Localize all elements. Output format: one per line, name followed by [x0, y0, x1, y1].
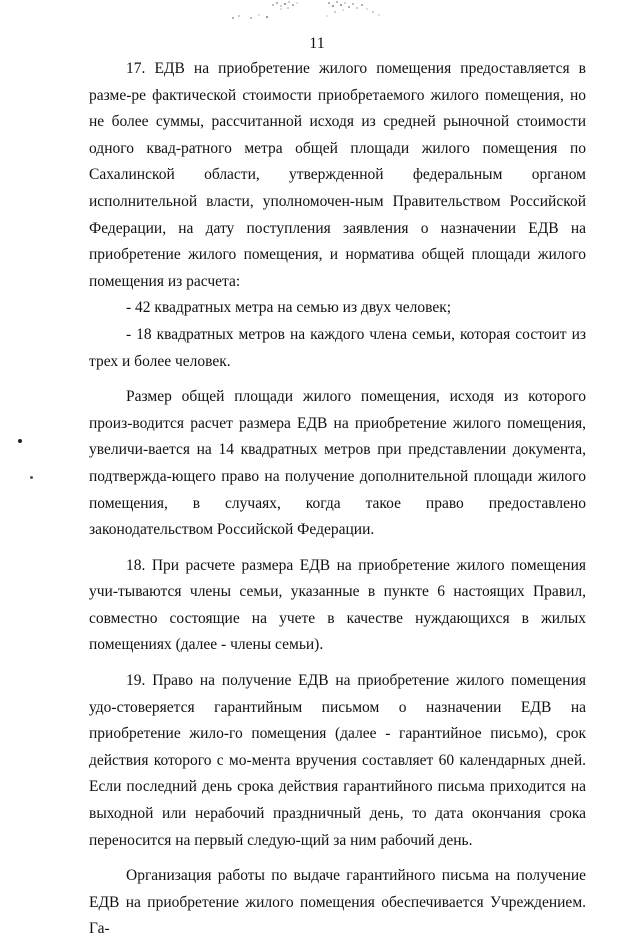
paragraph-18: 18. При расчете размера ЕДВ на приобретение жилого помещения учи-тываются члены семьи, указанные в пункте 6 настоящих Правил, совместно состоящие на учете в качестве нуждающихся в жилых помещениях (далее - члены семьи).: [89, 556, 586, 654]
margin-dot: [18, 439, 22, 443]
scan-artifact: [225, 0, 395, 22]
list-item-two-persons: - 42 квадратных метра на семью из двух человек;: [126, 299, 452, 317]
margin-dot: [30, 476, 33, 479]
paragraph-additional-area: Размер общей площади жилого помещения, исходя из которого произ-водится расчет размера ЕДВ на приобретение жилого помещения, увеличи-вается на 14 квадратных метров при представлении документа, подтвержда-ющего право на получение дополнительной площади жилого помещения, в случаях, когда такое право предоставлено законодательством Российской Федерации.: [89, 388, 586, 539]
list-item-three-or-more: - 18 квадратных метров на каждого члена семьи, которая состоит из трех и более человек.: [89, 325, 586, 370]
paragraph-17: 17. ЕДВ на приобретение жилого помещения предоставляется в разме-ре фактической стоимости приобретаемого жилого помещения, но не более суммы, рассчитанной исходя из средней рыночной стоимости одного квад-ратного метра общей площади жилого помещения по Сахалинской области, утвержденной федеральным органом исполнительной власти, уполномочен-ным Правительством Российской Федерации, на дату поступления заявления о назначении ЕДВ на приобретение жилого помещения, и норматива общей площади жилого помещения из расчета:: [89, 60, 586, 290]
page-number: 11: [309, 35, 325, 52]
paragraph-19: 19. Право на получение ЕДВ на приобретение жилого помещения удо-стоверяется гарантийным письмом о назначении ЕДВ на приобретение жило-го помещения (далее - гарантийное письмо), срок действия которого с мо-мента вручения составляет 60 календарных дней. Если последний день срока действия гарантийного письма приходится на выходной или нерабочий праздничный день, то дата окончания срока переносится на первый следую-щий за ним рабочий день.: [89, 672, 586, 849]
paragraph-guarantee-letter: Организация работы по выдаче гарантийного письма на получение ЕДВ на приобретение жилого помещения обеспечивается Учреждением. Га-: [89, 867, 586, 938]
document-body: [89, 56, 586, 943]
